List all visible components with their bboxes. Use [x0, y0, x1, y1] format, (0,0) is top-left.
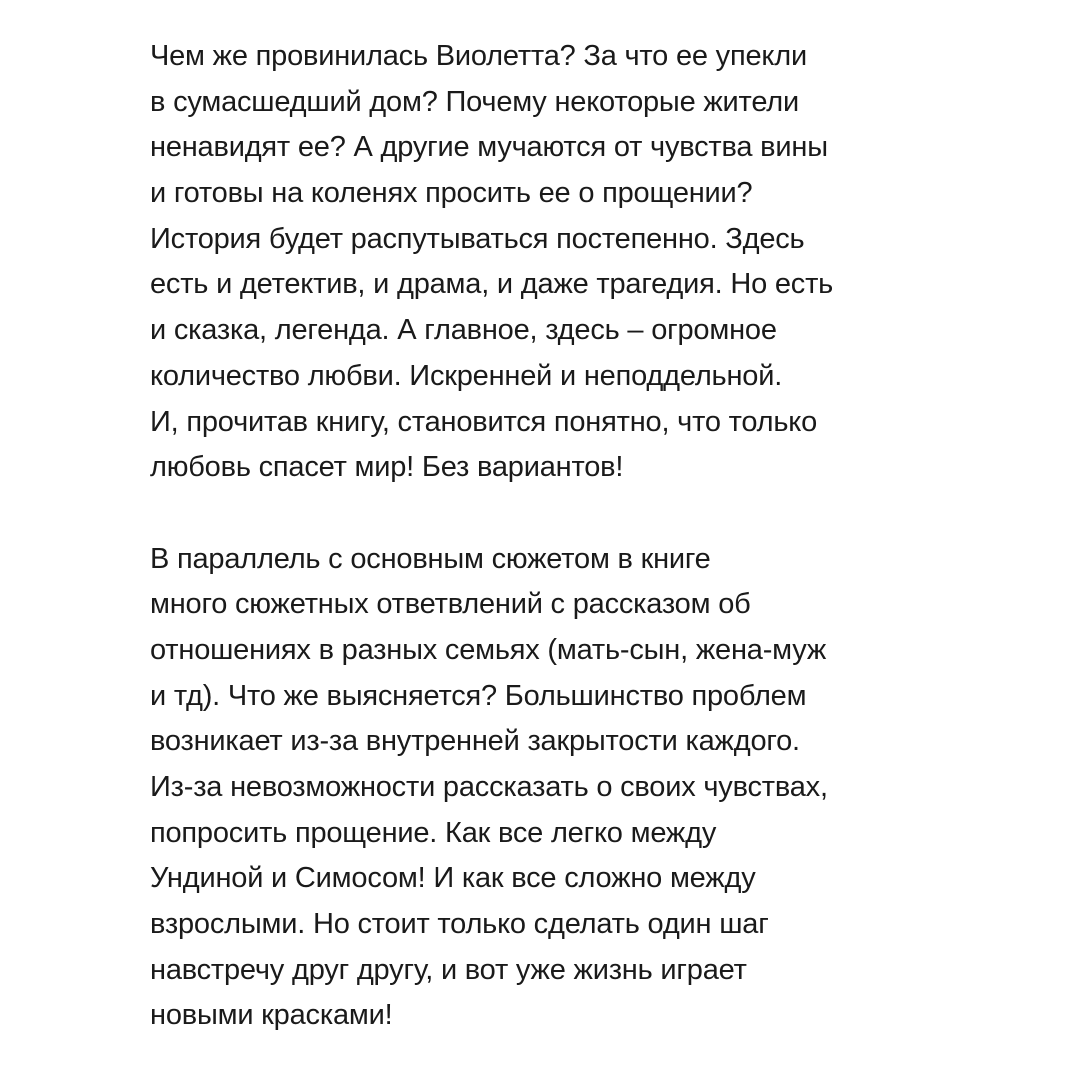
- text-line: Из-за невозможности рассказать о своих чувствах,: [150, 771, 828, 803]
- text-line: В параллель с основным сюжетом в книге: [150, 542, 711, 575]
- paragraph-1: [150, 34, 970, 491]
- text-line: отношениях в разных семьях (мать-сын, жена-муж: [150, 633, 827, 666]
- text-line: взрослыми. Но стоит только сделать один шаг: [150, 908, 769, 941]
- text-line: ненавидят ее? А другие мучаются от чувства вины: [150, 131, 828, 164]
- text-line: навстречу друг другу, и вот уже жизнь играет: [150, 953, 747, 986]
- text-line: количество любви. Искренней и неподдельной.: [150, 359, 783, 392]
- text-line: Ундиной и Симосом! И как все сложно между: [150, 862, 756, 895]
- text-line: и тд). Что же выясняется? Большинство проблем: [150, 679, 807, 712]
- text-line: И, прочитав книгу, становится понятно, что только: [150, 405, 818, 438]
- text-line: есть и детектив, и драма, и даже трагедия. Но есть: [150, 268, 834, 301]
- text-line: История будет распутываться постепенно. Здесь: [150, 222, 805, 255]
- text-line: новыми красками!: [150, 999, 393, 1032]
- text-line: Чем же провинилась Виолетта? За что ее упекли: [150, 40, 807, 72]
- text-line: и сказка, легенда. А главное, здесь – огромное: [150, 314, 777, 347]
- paragraph-spacer: [150, 491, 970, 537]
- text-block: [150, 34, 970, 1039]
- text-line: возникает из-за внутренней закрытости каждого.: [150, 725, 800, 758]
- text-line: попросить прощение. Как все легко между: [150, 816, 717, 849]
- text-line: и готовы на коленях просить ее о прощении?: [150, 177, 753, 210]
- text-line: в сумасшедший дом? Почему некоторые жители: [150, 85, 799, 118]
- text-line: любовь спасет мир! Без вариантов!: [150, 451, 624, 484]
- text-line: много сюжетных ответвлений с рассказом об: [150, 588, 751, 621]
- paragraph-2: [150, 537, 970, 1040]
